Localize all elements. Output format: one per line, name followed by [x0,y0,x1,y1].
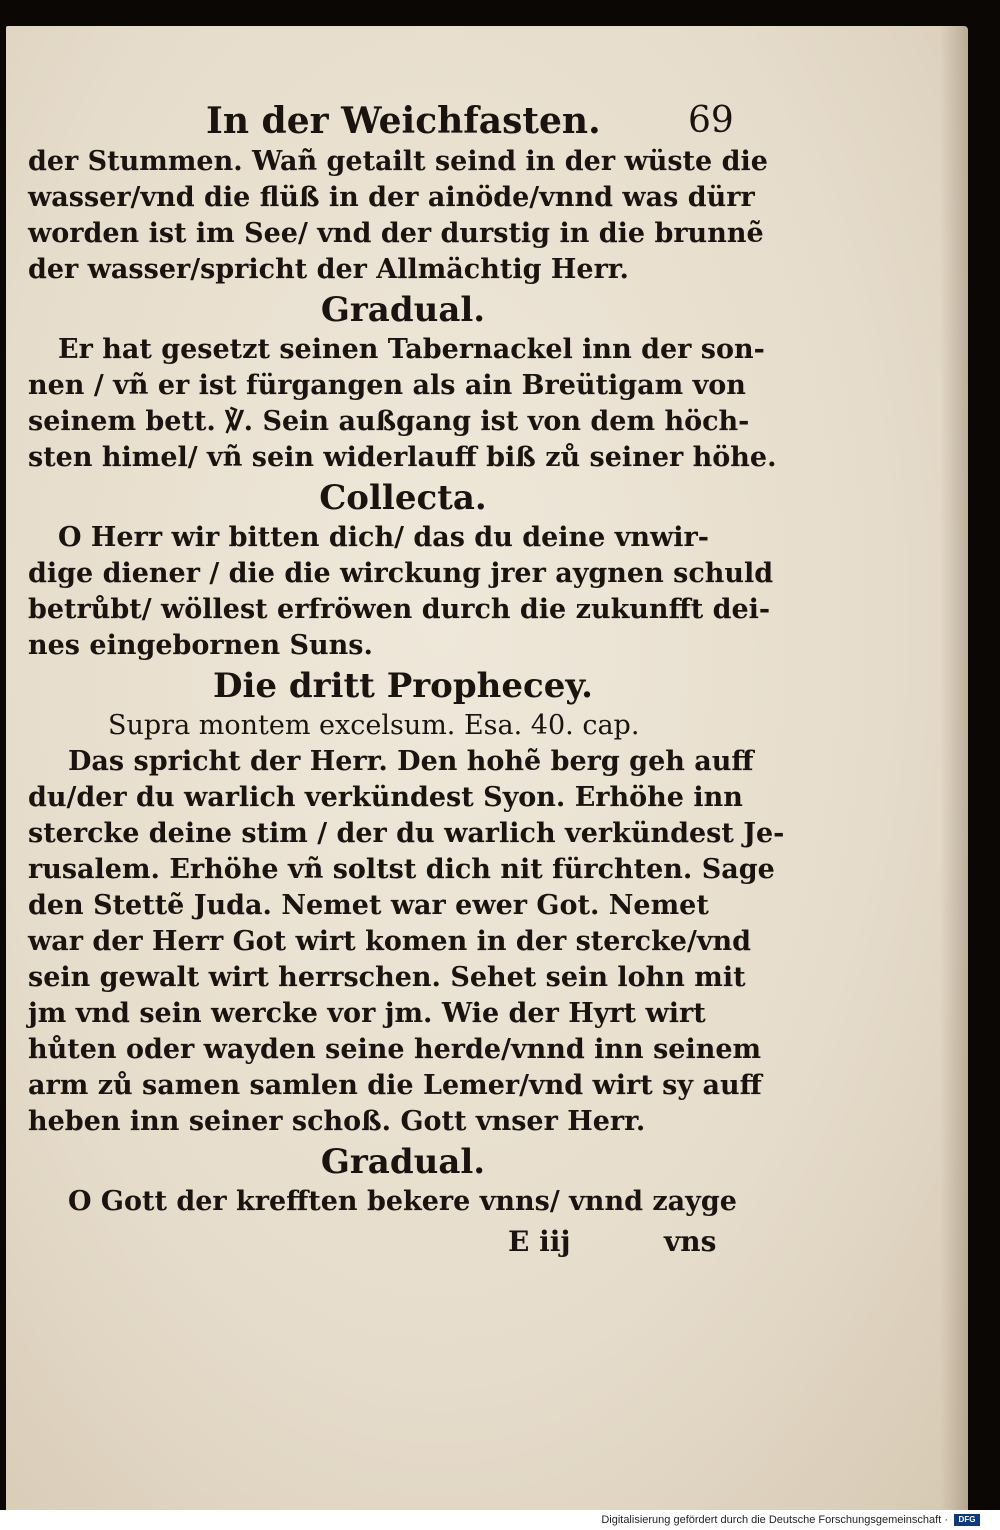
text-line: jm vnd sein wercke vor jm. Wie der Hyrt wirt [28,998,706,1029]
book-page [6,26,968,1510]
page-header [28,98,808,144]
text-line: rusalem. Erhöhe vñ soltst dich nit fürchten. Sage [28,854,775,885]
text-line: wasser/vnd die flüß in der ainöde/vnnd was dürr [28,182,755,213]
page-text [28,98,808,1264]
text-line: O Herr wir bitten dich/ das du deine vnwir- [58,522,709,553]
text-line: du/der du warlich verkündest Syon. Erhöhe inn [28,782,743,813]
text-line: sein gewalt wirt herrschen. Sehet sein lohn mit [28,962,746,993]
catchword: vns [664,1225,717,1258]
funding-notice: Digitalisierung gefördert durch die Deutsche Forschungsgemeinschaft · [601,1514,948,1526]
passage-continuation [28,144,808,288]
text-line: Das spricht der Herr. Den hohẽ berg geh auff [68,746,754,777]
collecta-text [28,520,808,664]
text-line: Er hat gesetzt seinen Tabernackel inn der son- [58,334,765,365]
gradual-text-2 [28,1184,808,1220]
signature-mark: E iij [508,1225,571,1258]
text-line: sten himel/ vñ sein widerlauff biß zů seiner höhe. [28,442,777,473]
text-line: nen / vñ er ist fürgangen als ain Breütigam von [28,370,746,401]
text-line: O Gott der krefften bekere vnns/ vnnd zayge [68,1186,737,1217]
text-line: hůten oder wayden seine herde/vnnd inn seinem [28,1034,762,1065]
gradual-heading: Gradual. [320,290,486,330]
text-line: heben inn seiner schoß. Gott vnser Herr. [28,1106,646,1137]
prophecy-text [28,744,808,1140]
text-line: dige diener / die die wirckung jrer aygnen schuld [28,558,774,589]
latin-incipit: Supra montem excelsum. Esa. 40. cap. [108,710,640,741]
text-line: den Stettẽ Juda. Nemet war ewer Got. Nemet [28,890,709,921]
digitization-footer [0,1510,1000,1530]
text-line: der Stummen. Wañ getailt seind in der wüste die [28,146,768,177]
collecta-heading: Collecta. [319,478,487,518]
gradual-text [28,332,808,476]
text-line: der wasser/spricht der Allmächtig Herr. [28,254,629,285]
dfg-logo-icon: DFG [954,1514,980,1526]
page-number: 69 [688,100,734,141]
running-title: In der Weichfasten. [206,100,601,142]
text-line: arm zů samen samlen die Lemer/vnd wirt sy auff [28,1070,762,1101]
prophecy-heading: Die dritt Prophecey. [212,666,594,706]
text-line: worden ist im See/ vnd der durstig in die brunnẽ [28,218,764,249]
text-line: war der Herr Got wirt komen in der stercke/vnd [28,926,752,957]
text-line: nes eingebornen Suns. [28,630,373,661]
page-footer-marks [28,1220,808,1264]
text-line: betrůbt/ wöllest erfröwen durch die zukunfft dei- [28,594,771,625]
text-line: seinem bett. ℣. Sein außgang ist von dem höch- [28,406,750,437]
text-line: stercke deine stim / der du warlich verkündest Je- [28,818,785,849]
gradual-heading-2: Gradual. [320,1142,486,1182]
